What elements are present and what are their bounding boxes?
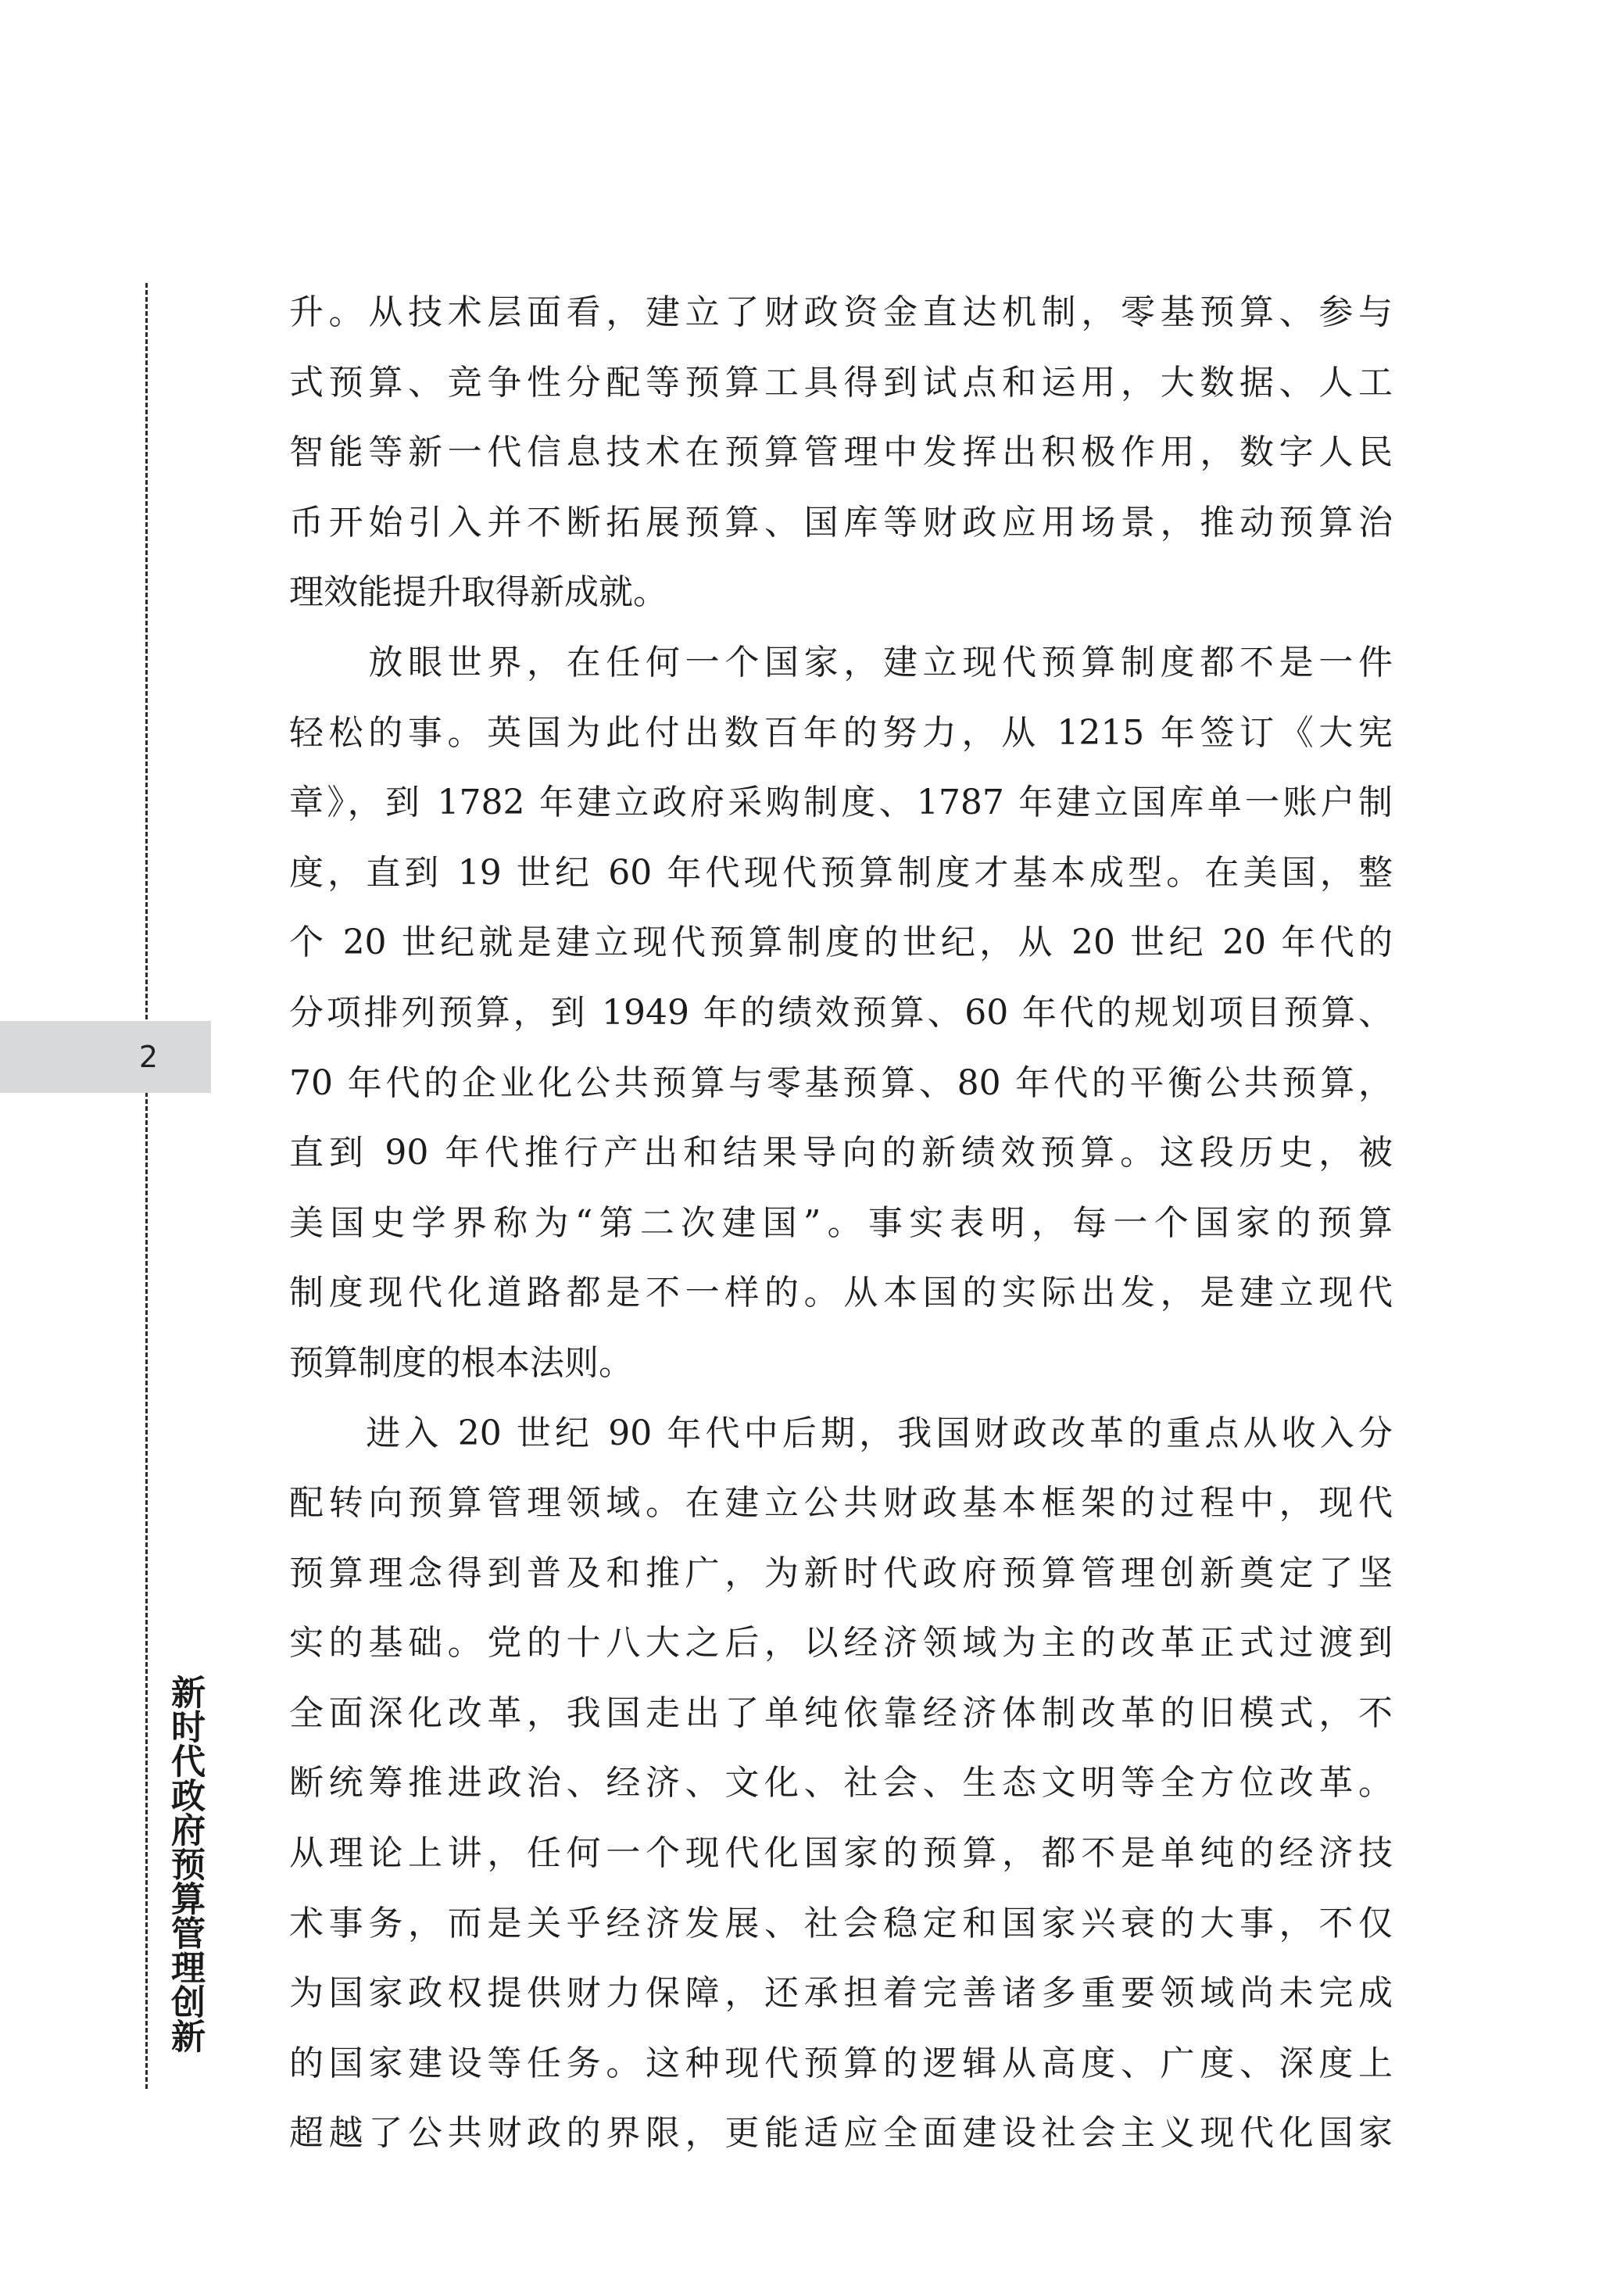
text-line: 超越了公共财政的界限，更能适应全面建设社会主义现代化国家: [289, 2113, 1393, 2154]
text-line: 美国史学界称为“第二次建国”。事实表明，每一个国家的预算: [289, 1202, 1393, 1243]
text-line: 式预算、竞争性分配等预算工具得到试点和运用，大数据、人工: [289, 362, 1393, 403]
text-line: 理效能提升取得新成就。: [289, 572, 667, 613]
text-line: 70 年代的企业化公共预算与零基预算、80 年代的平衡公共预算，: [289, 1062, 1393, 1103]
text-line: 预算制度的根本法则。: [289, 1342, 633, 1383]
text-line: 币开始引入并不断拓展预算、国库等财政应用场景，推动预算治: [289, 502, 1393, 543]
text-line: 分项排列预算，到 1949 年的绩效预算、60 年代的规划项目预算、: [289, 992, 1393, 1033]
text-line: 放眼世界，在任何一个国家，建立现代预算制度都不是一件: [289, 642, 1393, 682]
text-line: 直到 90 年代推行产出和结果导向的新绩效预算。这段历史，被: [289, 1133, 1393, 1173]
text-line: 个 20 世纪就是建立现代预算制度的世纪，从 20 世纪 20 年代的: [289, 922, 1393, 963]
text-line: 智能等新一代信息技术在预算管理中发挥出积极作用，数字人民: [289, 432, 1393, 473]
text-line: 预算理念得到普及和推广，为新时代政府预算管理创新奠定了坚: [289, 1553, 1393, 1593]
text-line: 术事务，而是关乎经济发展、社会稳定和国家兴衰的大事，不仅: [289, 1903, 1393, 1943]
text-line: 断统筹推进政治、经济、文化、社会、生态文明等全方位改革。: [289, 1763, 1393, 1804]
text-line: 实的基础。党的十八大之后，以经济领域为主的改革正式过渡到: [289, 1623, 1393, 1664]
page-number: 2: [138, 1040, 159, 1074]
body-text: [289, 278, 1393, 2169]
running-title: 新时代政府预算管理创新: [165, 1675, 205, 2053]
text-line: 度，直到 19 世纪 60 年代现代预算制度才基本成型。在美国，整: [289, 852, 1393, 893]
text-line: 配转向预算管理领域。在建立公共财政基本框架的过程中，现代: [289, 1483, 1393, 1524]
text-line: 轻松的事。英国为此付出数百年的努力，从 1215 年签订《大宪: [289, 712, 1393, 753]
text-line: 章》，到 1782 年建立政府采购制度、1787 年建立国库单一账户制: [289, 783, 1393, 823]
page-number-tab: [0, 1021, 211, 1093]
text-line: 制度现代化道路都是不一样的。从本国的实际出发，是建立现代: [289, 1273, 1393, 1313]
text-line: 的国家建设等任务。这种现代预算的逻辑从高度、广度、深度上: [289, 2043, 1393, 2083]
text-line: 全面深化改革，我国走出了单纯依靠经济体制改革的旧模式，不: [289, 1693, 1393, 1733]
text-line: 从理论上讲，任何一个现代化国家的预算，都不是单纯的经济技: [289, 1833, 1393, 1874]
margin-dashed-rule: [145, 283, 148, 2089]
text-line: 进入 20 世纪 90 年代中后期，我国财政改革的重点从收入分: [289, 1413, 1393, 1453]
text-line: 为国家政权提供财力保障，还承担着完善诸多重要领域尚未完成: [289, 1973, 1393, 2014]
text-line: 升。从技术层面看，建立了财政资金直达机制，零基预算、参与: [289, 292, 1393, 332]
